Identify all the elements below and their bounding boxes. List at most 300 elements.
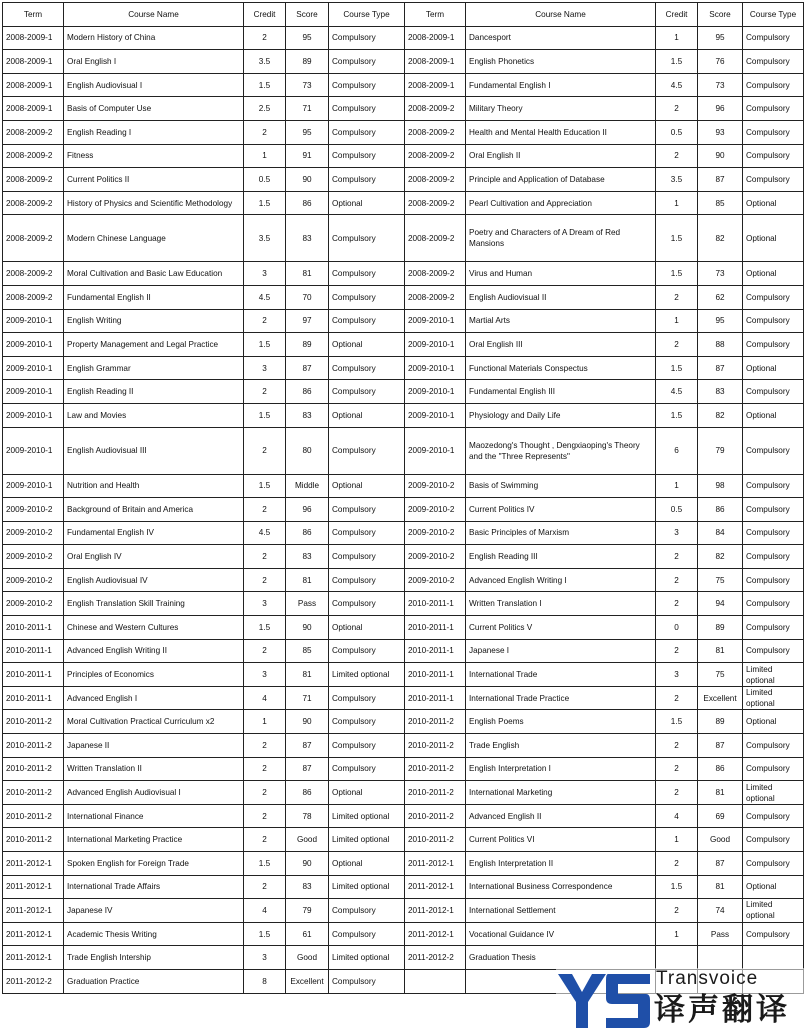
credit-cell: 2 (244, 781, 286, 805)
score-cell: 79 (698, 427, 743, 474)
score-cell: 83 (286, 403, 329, 427)
course-type-cell: Limited optional (329, 875, 405, 899)
credit-cell: 2 (244, 309, 286, 333)
score-cell: 89 (698, 710, 743, 734)
course-type-cell: Compulsory (329, 380, 405, 404)
course-type-cell: Compulsory (329, 734, 405, 758)
credit-cell: 2 (244, 757, 286, 781)
score-cell: 96 (698, 97, 743, 121)
course-type-cell: Compulsory (743, 521, 804, 545)
transcript-table (2, 2, 804, 994)
score-cell: 88 (698, 333, 743, 357)
term-cell: 2011-2012-1 (3, 922, 64, 946)
score-cell: 89 (286, 50, 329, 74)
course-type-cell: Limited optional (743, 663, 804, 687)
score-cell: 69 (698, 804, 743, 828)
table-row (3, 521, 804, 545)
course-type-cell: Compulsory (329, 168, 405, 192)
score-cell: 93 (698, 120, 743, 144)
score-cell: 83 (286, 875, 329, 899)
table-row (3, 757, 804, 781)
course-name-cell: Principles of Economics (64, 663, 244, 687)
score-cell: 83 (286, 545, 329, 569)
term-cell: 2008-2009-1 (3, 50, 64, 74)
term-cell: 2008-2009-1 (3, 97, 64, 121)
course-type-cell: Compulsory (743, 804, 804, 828)
credit-cell: 4 (244, 899, 286, 923)
credit-cell: 2 (244, 380, 286, 404)
course-type-cell: Compulsory (743, 144, 804, 168)
header-cell: Course Type (329, 3, 405, 27)
credit-cell: 1.5 (244, 616, 286, 640)
table-row (3, 333, 804, 357)
score-cell: 81 (286, 262, 329, 286)
term-cell: 2009-2010-2 (3, 545, 64, 569)
credit-cell: 1 (656, 828, 698, 852)
credit-cell: 2 (656, 285, 698, 309)
course-type-cell: Optional (329, 852, 405, 876)
course-type-cell: Compulsory (329, 521, 405, 545)
term-cell: 2009-2010-2 (3, 592, 64, 616)
course-type-cell: Compulsory (329, 757, 405, 781)
course-type-cell: Optional (329, 616, 405, 640)
course-name-cell: International Finance (64, 804, 244, 828)
term-cell: 2010-2011-2 (405, 734, 466, 758)
table-row (3, 828, 804, 852)
course-type-cell: Compulsory (329, 215, 405, 262)
course-type-cell: Compulsory (743, 498, 804, 522)
course-name-cell: English Reading II (64, 380, 244, 404)
score-cell: 79 (286, 899, 329, 923)
credit-cell: 1 (656, 922, 698, 946)
credit-cell: 2 (244, 734, 286, 758)
course-type-cell: Compulsory (743, 333, 804, 357)
credit-cell: 1 (656, 309, 698, 333)
term-cell: 2010-2011-2 (405, 710, 466, 734)
score-cell: 74 (698, 899, 743, 923)
course-type-cell: Compulsory (743, 380, 804, 404)
transvoice-logo (556, 968, 805, 1031)
credit-cell: 4 (244, 686, 286, 710)
table-row (3, 97, 804, 121)
term-cell: 2008-2009-2 (405, 120, 466, 144)
course-name-cell: International Trade Affairs (64, 875, 244, 899)
score-cell: 95 (286, 26, 329, 50)
course-type-cell: Compulsory (743, 427, 804, 474)
course-type-cell: Compulsory (329, 356, 405, 380)
credit-cell: 2 (244, 498, 286, 522)
table-row (3, 946, 804, 970)
credit-cell: 4 (656, 804, 698, 828)
course-name-cell: Martial Arts (466, 309, 656, 333)
term-cell: 2010-2011-1 (405, 686, 466, 710)
term-cell: 2009-2010-1 (3, 309, 64, 333)
credit-cell: 2 (656, 97, 698, 121)
header-cell: Credit (656, 3, 698, 27)
credit-cell: 1 (656, 191, 698, 215)
course-type-cell: Compulsory (743, 828, 804, 852)
course-type-cell: Compulsory (329, 144, 405, 168)
header-cell: Course Type (743, 3, 804, 27)
score-cell: 90 (286, 168, 329, 192)
course-name-cell: Graduation Thesis (466, 946, 656, 970)
score-cell: 76 (698, 50, 743, 74)
course-name-cell: Oral English IV (64, 545, 244, 569)
course-name-cell: International Marketing (466, 781, 656, 805)
credit-cell: 2 (656, 545, 698, 569)
term-cell: 2010-2011-2 (3, 804, 64, 828)
term-cell: 2011-2012-2 (3, 969, 64, 993)
score-cell: 86 (698, 757, 743, 781)
credit-cell: 4.5 (656, 380, 698, 404)
course-name-cell: Property Management and Legal Practice (64, 333, 244, 357)
course-name-cell: Advanced English II (466, 804, 656, 828)
header-cell: Credit (244, 3, 286, 27)
course-type-cell: Optional (743, 191, 804, 215)
course-type-cell: Compulsory (743, 26, 804, 50)
course-type-cell: Compulsory (743, 616, 804, 640)
term-cell: 2011-2012-1 (405, 899, 466, 923)
credit-cell: 8 (244, 969, 286, 993)
term-cell: 2008-2009-2 (3, 191, 64, 215)
score-cell: 85 (286, 639, 329, 663)
course-name-cell: Virus and Human (466, 262, 656, 286)
course-type-cell: Compulsory (743, 120, 804, 144)
term-cell: 2008-2009-1 (405, 73, 466, 97)
credit-cell: 1.5 (656, 215, 698, 262)
term-cell: 2008-2009-2 (405, 97, 466, 121)
course-type-cell: Compulsory (329, 427, 405, 474)
credit-cell: 1.5 (656, 403, 698, 427)
table-row (3, 686, 804, 710)
credit-cell: 2 (244, 545, 286, 569)
score-cell: 80 (286, 427, 329, 474)
credit-cell: 3.5 (656, 168, 698, 192)
score-cell: 81 (698, 875, 743, 899)
score-cell: 75 (698, 663, 743, 687)
table-row (3, 262, 804, 286)
table-row (3, 50, 804, 74)
term-cell: 2009-2010-2 (405, 474, 466, 498)
table-row (3, 215, 804, 262)
credit-cell (656, 946, 698, 970)
credit-cell: 2 (656, 144, 698, 168)
course-name-cell: Oral English I (64, 50, 244, 74)
header-cell: Term (3, 3, 64, 27)
credit-cell: 2 (656, 757, 698, 781)
table-row (3, 852, 804, 876)
score-cell: 86 (698, 498, 743, 522)
course-name-cell: Trade English Intership (64, 946, 244, 970)
course-name-cell: Vocational Guidance IV (466, 922, 656, 946)
term-cell: 2010-2011-1 (3, 663, 64, 687)
course-type-cell: Compulsory (329, 686, 405, 710)
score-cell: 89 (698, 616, 743, 640)
credit-cell: 2 (244, 26, 286, 50)
credit-cell: 1.5 (244, 191, 286, 215)
table-row (3, 592, 804, 616)
score-cell: 73 (698, 73, 743, 97)
credit-cell: 2 (244, 828, 286, 852)
term-cell: 2010-2011-2 (3, 734, 64, 758)
course-name-cell: Principle and Application of Database (466, 168, 656, 192)
credit-cell: 3 (244, 262, 286, 286)
table-row (3, 781, 804, 805)
course-type-cell: Optional (329, 333, 405, 357)
score-cell: 86 (286, 380, 329, 404)
course-name-cell: Oral English III (466, 333, 656, 357)
score-cell: 84 (698, 521, 743, 545)
term-cell: 2008-2009-2 (405, 262, 466, 286)
score-cell: 83 (698, 380, 743, 404)
course-type-cell: Optional (743, 356, 804, 380)
credit-cell: 2 (244, 875, 286, 899)
course-type-cell: Compulsory (329, 969, 405, 993)
table-row (3, 474, 804, 498)
course-type-cell: Compulsory (329, 309, 405, 333)
course-name-cell: English Interpretation II (466, 852, 656, 876)
course-type-cell: Compulsory (329, 498, 405, 522)
term-cell: 2010-2011-1 (3, 639, 64, 663)
course-type-cell: Compulsory (329, 592, 405, 616)
course-type-cell: Compulsory (329, 120, 405, 144)
term-cell: 2008-2009-1 (405, 50, 466, 74)
course-name-cell: International Trade (466, 663, 656, 687)
course-name-cell: Moral Cultivation and Basic Law Education (64, 262, 244, 286)
course-name-cell: Advanced English Writing I (466, 568, 656, 592)
credit-cell: 1.5 (244, 333, 286, 357)
course-name-cell: English Audiovisual III (64, 427, 244, 474)
score-cell: Middle (286, 474, 329, 498)
credit-cell: 3 (244, 356, 286, 380)
course-name-cell: International Trade Practice (466, 686, 656, 710)
score-cell: 81 (698, 781, 743, 805)
score-cell: 86 (286, 191, 329, 215)
credit-cell: 2 (656, 686, 698, 710)
term-cell: 2009-2010-2 (405, 568, 466, 592)
score-cell: 83 (286, 215, 329, 262)
term-cell: 2009-2010-1 (3, 403, 64, 427)
table-row (3, 191, 804, 215)
course-name-cell: English Interpretation I (466, 757, 656, 781)
score-cell: 90 (286, 616, 329, 640)
course-type-cell: Compulsory (743, 568, 804, 592)
credit-cell: 3 (244, 946, 286, 970)
credit-cell: 4.5 (244, 521, 286, 545)
course-name-cell: Fundamental English I (466, 73, 656, 97)
course-name-cell: Maozedong's Thought , Dengxiaoping's Theory and the "Three Represents" (466, 427, 656, 474)
course-type-cell: Compulsory (743, 285, 804, 309)
term-cell: 2008-2009-2 (3, 285, 64, 309)
course-name-cell: Functional Materials Conspectus (466, 356, 656, 380)
score-cell: 87 (286, 356, 329, 380)
credit-cell: 3 (656, 521, 698, 545)
term-cell: 2011-2012-1 (3, 852, 64, 876)
course-type-cell: Compulsory (743, 73, 804, 97)
credit-cell: 1.5 (656, 262, 698, 286)
course-type-cell (743, 946, 804, 970)
score-cell: 75 (698, 568, 743, 592)
score-cell (698, 946, 743, 970)
score-cell: Good (286, 828, 329, 852)
course-type-cell: Compulsory (329, 568, 405, 592)
course-type-cell: Optional (743, 262, 804, 286)
score-cell: 95 (698, 26, 743, 50)
table-row (3, 639, 804, 663)
term-cell: 2011-2012-1 (405, 875, 466, 899)
credit-cell: 1.5 (656, 875, 698, 899)
score-cell: Pass (698, 922, 743, 946)
credit-cell: 1.5 (656, 710, 698, 734)
course-type-cell: Compulsory (743, 168, 804, 192)
score-cell: Good (698, 828, 743, 852)
course-type-cell: Compulsory (329, 97, 405, 121)
term-cell: 2009-2010-1 (405, 356, 466, 380)
course-type-cell: Optional (743, 875, 804, 899)
credit-cell: 2 (244, 639, 286, 663)
score-cell: 87 (698, 356, 743, 380)
course-name-cell: International Marketing Practice (64, 828, 244, 852)
course-name-cell: Background of Britain and America (64, 498, 244, 522)
credit-cell: 2 (656, 899, 698, 923)
header-cell: Course Name (64, 3, 244, 27)
course-name-cell: Modern History of China (64, 26, 244, 50)
course-name-cell: Graduation Practice (64, 969, 244, 993)
table-row (3, 710, 804, 734)
table-row (3, 899, 804, 923)
term-cell: 2009-2010-1 (3, 380, 64, 404)
credit-cell: 4.5 (244, 285, 286, 309)
table-row (3, 734, 804, 758)
header-cell: Course Name (466, 3, 656, 27)
credit-cell: 0.5 (244, 168, 286, 192)
course-type-cell: Limited optional (329, 828, 405, 852)
course-name-cell: English Translation Skill Training (64, 592, 244, 616)
course-type-cell: Compulsory (329, 50, 405, 74)
course-name-cell: English Audiovisual II (466, 285, 656, 309)
credit-cell: 1.5 (244, 474, 286, 498)
course-type-cell: Optional (329, 781, 405, 805)
course-type-cell: Compulsory (329, 639, 405, 663)
credit-cell: 1.5 (656, 356, 698, 380)
term-cell: 2009-2010-1 (405, 403, 466, 427)
score-cell: Pass (286, 592, 329, 616)
term-cell: 2009-2010-2 (3, 498, 64, 522)
term-cell: 2008-2009-2 (3, 144, 64, 168)
term-cell: 2010-2011-1 (405, 592, 466, 616)
term-cell: 2009-2010-1 (405, 333, 466, 357)
score-cell: 70 (286, 285, 329, 309)
credit-cell: 2 (656, 781, 698, 805)
table-row (3, 922, 804, 946)
term-cell: 2011-2012-1 (405, 852, 466, 876)
term-cell: 2010-2011-2 (405, 828, 466, 852)
course-type-cell: Compulsory (743, 639, 804, 663)
course-type-cell: Compulsory (329, 545, 405, 569)
credit-cell: 2 (656, 852, 698, 876)
score-cell: 94 (698, 592, 743, 616)
course-type-cell: Limited optional (329, 946, 405, 970)
table-row (3, 356, 804, 380)
course-type-cell: Compulsory (743, 852, 804, 876)
course-name-cell: Current Politics II (64, 168, 244, 192)
course-name-cell: Moral Cultivation Practical Curriculum x2 (64, 710, 244, 734)
course-type-cell: Optional (743, 710, 804, 734)
credit-cell: 1 (244, 710, 286, 734)
course-name-cell: English Grammar (64, 356, 244, 380)
credit-cell: 2 (656, 333, 698, 357)
term-cell: 2008-2009-1 (3, 26, 64, 50)
score-cell: 81 (286, 568, 329, 592)
course-name-cell: Basic Principles of Marxism (466, 521, 656, 545)
table-row (3, 73, 804, 97)
course-name-cell: Pearl Cultivation and Appreciation (466, 191, 656, 215)
table-row (3, 545, 804, 569)
credit-cell: 3.5 (244, 50, 286, 74)
term-cell: 2008-2009-2 (3, 262, 64, 286)
course-type-cell: Limited optional (329, 663, 405, 687)
course-type-cell: Compulsory (743, 757, 804, 781)
table-row (3, 427, 804, 474)
term-cell: 2010-2011-2 (3, 781, 64, 805)
term-cell: 2010-2011-1 (3, 616, 64, 640)
score-cell: 82 (698, 545, 743, 569)
score-cell: 82 (698, 215, 743, 262)
credit-cell: 1.5 (244, 73, 286, 97)
credit-cell: 2 (244, 427, 286, 474)
score-cell: 89 (286, 333, 329, 357)
course-type-cell: Compulsory (329, 710, 405, 734)
score-cell: 61 (286, 922, 329, 946)
term-cell: 2008-2009-1 (405, 26, 466, 50)
credit-cell: 4.5 (656, 73, 698, 97)
score-cell: 86 (286, 781, 329, 805)
term-cell: 2008-2009-2 (405, 191, 466, 215)
term-cell: 2008-2009-2 (405, 285, 466, 309)
course-name-cell: Advanced English Audiovisual I (64, 781, 244, 805)
course-name-cell: Japanese I (466, 639, 656, 663)
credit-cell: 3 (656, 663, 698, 687)
term-cell: 2008-2009-2 (3, 168, 64, 192)
course-type-cell: Compulsory (743, 97, 804, 121)
score-cell: 97 (286, 309, 329, 333)
term-cell: 2010-2011-1 (405, 639, 466, 663)
course-type-cell: Compulsory (329, 262, 405, 286)
table-row (3, 26, 804, 50)
score-cell: 73 (286, 73, 329, 97)
course-type-cell: Compulsory (743, 309, 804, 333)
course-name-cell: Current Politics IV (466, 498, 656, 522)
course-name-cell: Current Politics V (466, 616, 656, 640)
course-name-cell: Military Theory (466, 97, 656, 121)
credit-cell: 1.5 (244, 922, 286, 946)
term-cell: 2010-2011-1 (405, 663, 466, 687)
score-cell: 87 (286, 757, 329, 781)
credit-cell: 1.5 (244, 852, 286, 876)
credit-cell: 1 (656, 474, 698, 498)
score-cell: 98 (698, 474, 743, 498)
course-type-cell: Limited optional (743, 781, 804, 805)
term-cell: 2009-2010-1 (3, 427, 64, 474)
course-type-cell: Limited optional (743, 899, 804, 923)
table-row (3, 875, 804, 899)
score-cell: 91 (286, 144, 329, 168)
term-cell: 2009-2010-2 (405, 498, 466, 522)
course-name-cell: Poetry and Characters of A Dream of Red Mansions (466, 215, 656, 262)
credit-cell: 2 (656, 734, 698, 758)
term-cell: 2009-2010-1 (3, 356, 64, 380)
term-cell: 2009-2010-2 (3, 568, 64, 592)
